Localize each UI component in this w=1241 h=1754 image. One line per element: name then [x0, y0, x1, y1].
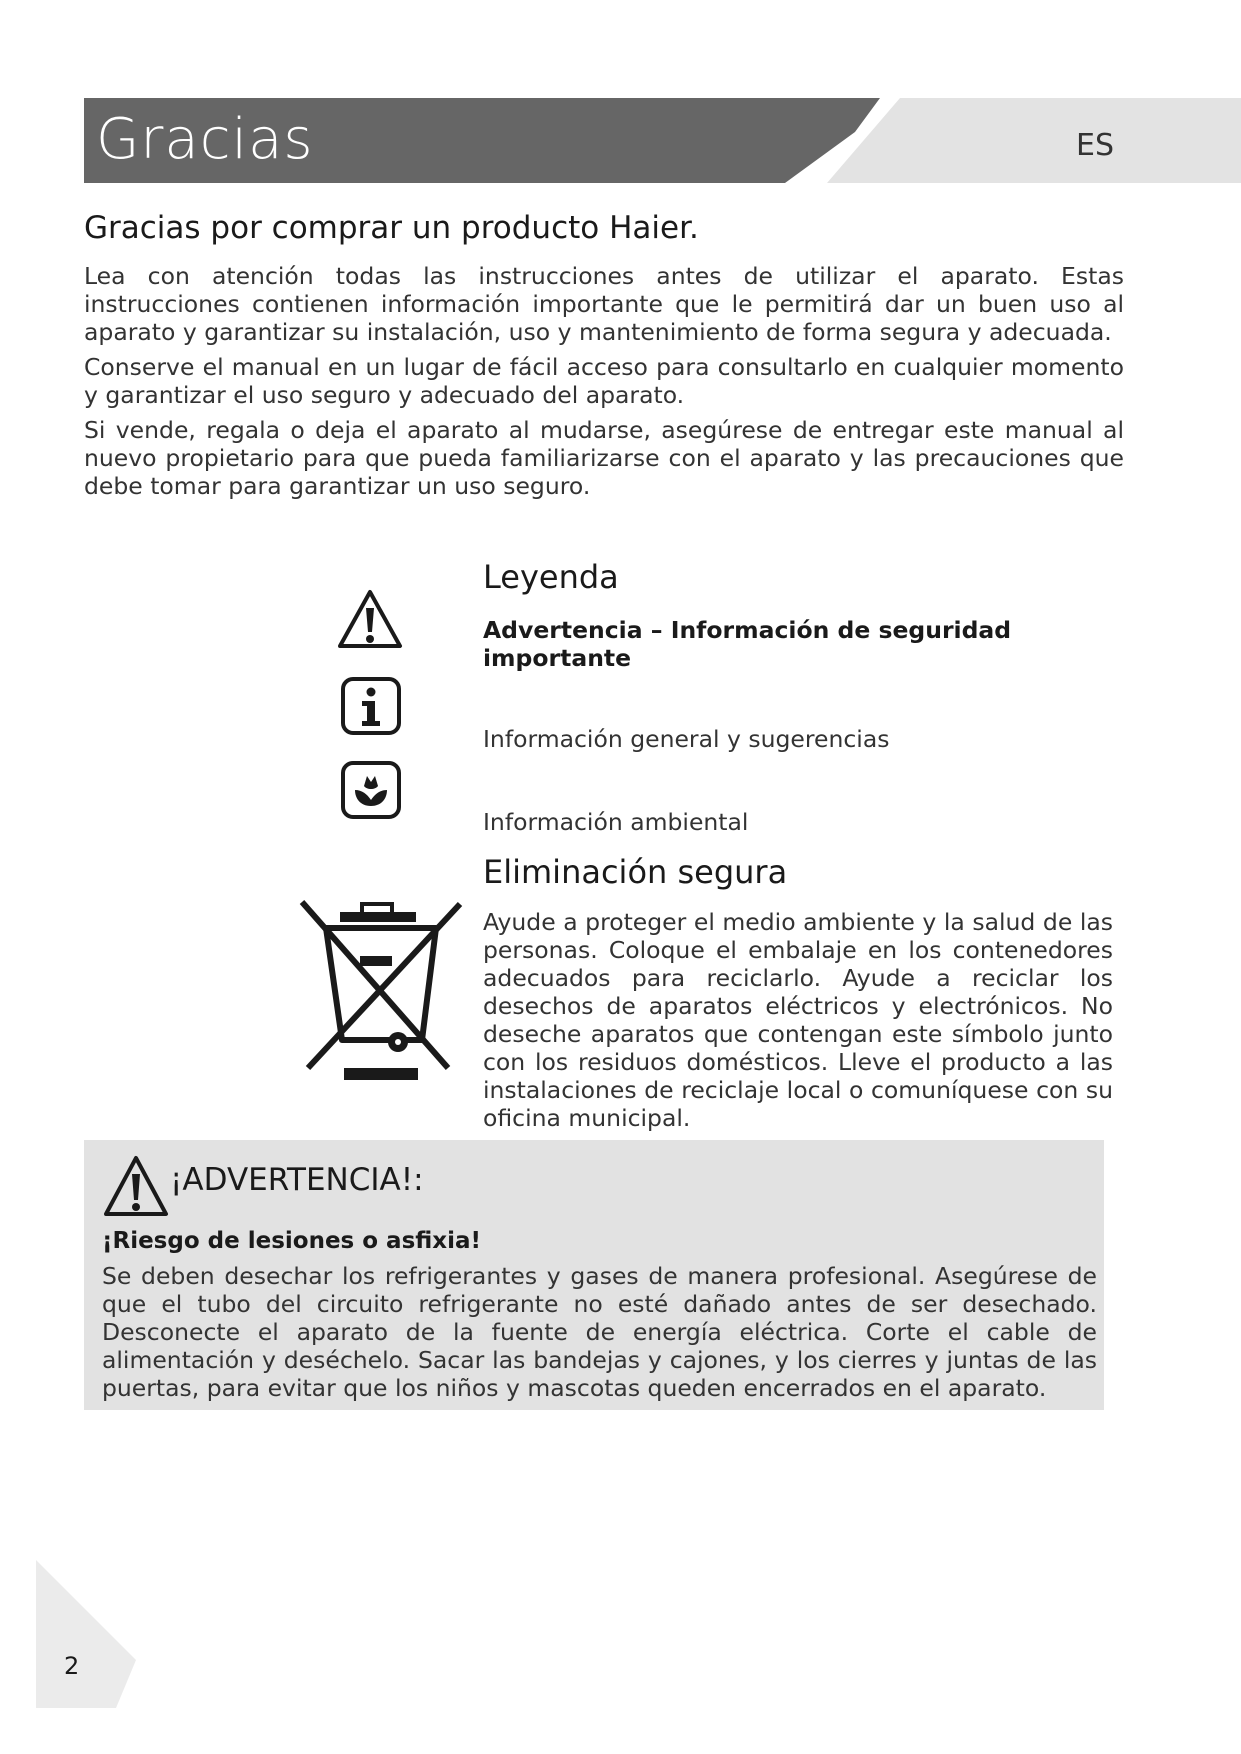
page-number: 2 — [64, 1652, 80, 1680]
warning-triangle-icon — [336, 588, 404, 650]
warning-heading: ¡ADVERTENCIA!: — [170, 1162, 424, 1198]
info-icon — [340, 676, 402, 736]
environment-icon — [340, 760, 402, 820]
warning-box — [84, 1140, 1104, 1410]
warning-text: Se deben desechar los refrigerantes y gases de manera profesional. Asegúrese de que el tubo del circuito refrigerante no esté dañado antes de ser desechado. Desconecte el aparato de la fuente de energía eléctrica. Corte el cable de alimentación y deséchelo. Sacar las bandejas y cajones, y los cierres y juntas de las puertas, para evitar que los niños y mascotas queden encerrados en el aparato. — [102, 1262, 1097, 1402]
legend-environment-text: Información ambiental — [483, 808, 749, 836]
disposal-title: Eliminación segura — [483, 853, 788, 891]
page-corner-tab — [36, 1560, 146, 1720]
legend-title: Leyenda — [483, 558, 619, 596]
legend-info-text: Información general y sugerencias — [483, 725, 890, 753]
legend-warning-text: Advertencia – Información de seguridad importante — [483, 616, 1012, 672]
intro-paragraph: Conserve el manual en un lugar de fácil acceso para consultarlo en cualquier momento y garantizar el uso seguro y adecuado del aparato. — [84, 353, 1124, 409]
crossed-bin-icon — [298, 900, 464, 1086]
intro-paragraph: Si vende, regala o deja el aparato al mudarse, asegúrese de entregar este manual al nuevo propietario para que pueda familiarizarse con el aparato y las precauciones que debe tomar para garantizar un uso seguro. — [84, 416, 1124, 500]
language-code: ES — [1076, 128, 1114, 163]
page-title: Gracias — [96, 107, 314, 172]
warning-triangle-icon — [102, 1154, 170, 1218]
warning-subheading: ¡Riesgo de lesiones o asfixia! — [102, 1228, 482, 1254]
intro-subtitle: Gracias por comprar un producto Haier. — [84, 210, 699, 246]
intro-paragraph: Lea con atención todas las instrucciones antes de utilizar el aparato. Estas instrucciones contienen información importante que le permitirá dar un buen uso al aparato y garantizar su instalación, uso y mantenimiento de forma segura y adecuada. — [84, 262, 1124, 346]
disposal-text: Ayude a proteger el medio ambiente y la salud de las personas. Coloque el embalaje en los contenedores adecuados para reciclarlo. Ayude a reciclar los desechos de aparatos eléctricos y electrónicos. No deseche aparatos que contengan este símbolo junto con los residuos domésticos. Lleve el producto a las instalaciones de reciclaje local o comuníquese con su oficina municipal. — [483, 908, 1113, 1132]
